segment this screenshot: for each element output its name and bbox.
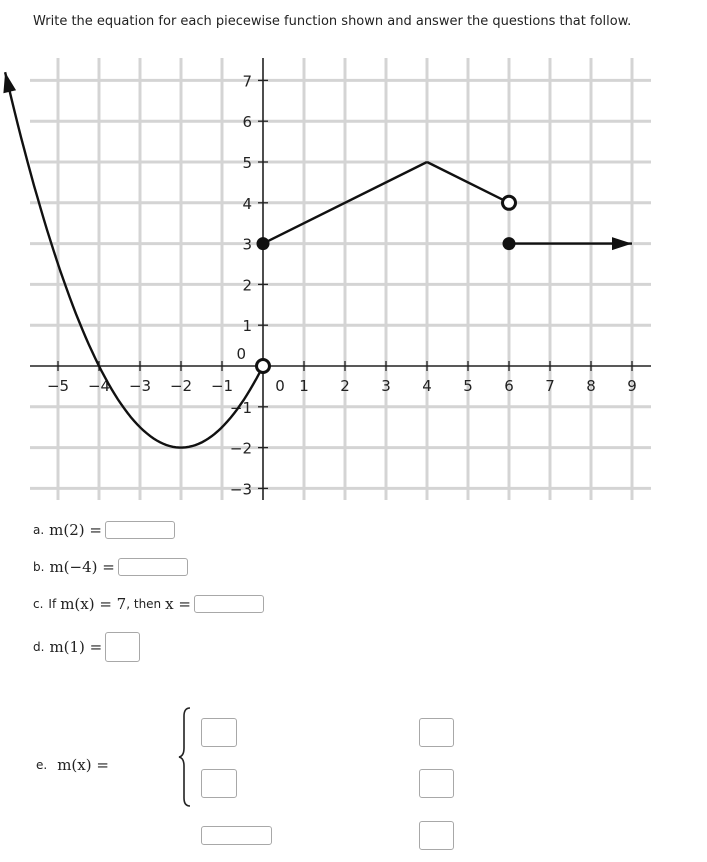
question-d-expr: m(1) =: [49, 638, 103, 656]
instructions: Write the equation for each piecewise function shown and answer the questions that follow.: [33, 14, 632, 29]
question-d-label: d.: [33, 640, 45, 654]
question-a-expr: m(2) =: [49, 521, 102, 539]
x-tick-label: 4: [422, 377, 432, 395]
question-c-sep: , then: [126, 597, 162, 611]
answer-d-input[interactable]: [105, 632, 140, 662]
piece-2-expression-input[interactable]: [201, 769, 237, 798]
question-e-label: e.: [36, 758, 48, 772]
question-e: [36, 756, 109, 774]
question-b-expr: m(−4) =: [49, 558, 115, 576]
x-tick-label: 8: [586, 377, 596, 395]
answer-c-input[interactable]: [194, 595, 264, 613]
question-a-label: a.: [33, 523, 45, 537]
x-tick-label: 0: [275, 377, 285, 395]
question-c-expr2: x =: [165, 595, 191, 613]
question-b: [33, 558, 188, 576]
parabola-arrow: [3, 72, 16, 93]
ray-arrow: [612, 237, 632, 250]
y-tick-label: −3: [229, 480, 252, 499]
y-tick-label: 0: [236, 345, 246, 363]
axes: [30, 58, 651, 500]
x-tick-label: 1: [299, 377, 309, 395]
segment-closed-endpoint: [257, 237, 270, 250]
y-tick-label: 5: [242, 154, 252, 172]
piece-3-domain-input[interactable]: [419, 821, 454, 850]
grid: [30, 58, 651, 500]
y-tick-label: 7: [242, 72, 252, 91]
y-tick-label: −1: [229, 398, 252, 417]
x-tick-label: 2: [340, 377, 350, 395]
x-tick-label: 9: [627, 377, 637, 395]
y-tick-label: 6: [242, 113, 252, 132]
question-b-label: b.: [33, 560, 45, 574]
x-tick-label: 3: [381, 377, 391, 395]
x-tick-label: 6: [504, 377, 514, 395]
y-tick-label: 2: [242, 276, 252, 295]
x-tick-label: 7: [545, 377, 555, 395]
question-c-expr: m(x) = 7: [60, 595, 127, 613]
question-d: [33, 632, 140, 662]
question-c-prefix: If: [48, 597, 57, 611]
x-tick-label: −1: [210, 377, 234, 395]
answer-b-input[interactable]: [118, 558, 188, 576]
x-tick-labels: [47, 377, 637, 395]
x-tick-label: 5: [463, 377, 473, 395]
piecewise-brace-icon: [176, 706, 196, 808]
x-tick-label: −2: [169, 377, 193, 395]
question-a: [33, 521, 175, 539]
piece-1-expression-input[interactable]: [201, 718, 237, 747]
parabola-open-endpoint: [257, 360, 270, 373]
x-tick-label: −5: [46, 377, 70, 395]
question-c-label: c.: [33, 597, 44, 611]
y-tick-label: 4: [242, 194, 252, 213]
x-tick-label: −3: [128, 377, 152, 395]
question-e-expr: m(x) =: [57, 756, 109, 774]
answer-a-input[interactable]: [105, 521, 175, 539]
piece-2-domain-input[interactable]: [419, 769, 454, 798]
segment-closed-endpoint: [503, 237, 516, 250]
y-tick-label: −2: [229, 439, 252, 458]
y-tick-label: 3: [242, 235, 252, 254]
piece-3-expression-input[interactable]: [201, 826, 272, 845]
piece-1-domain-input[interactable]: [419, 718, 454, 747]
y-tick-label: 1: [242, 317, 252, 336]
question-c: [33, 595, 264, 613]
x-tick-label: −4: [87, 377, 111, 395]
segment-open-endpoint: [503, 196, 516, 209]
